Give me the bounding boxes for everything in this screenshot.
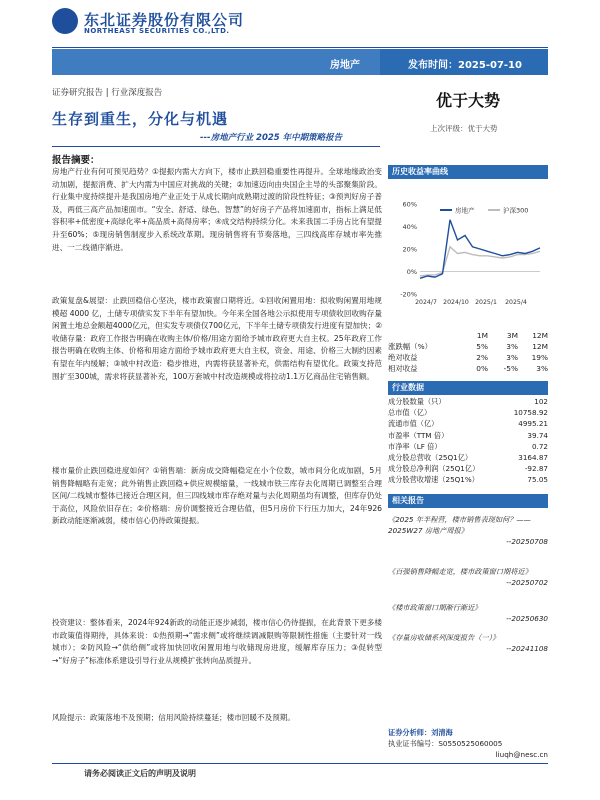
company-name-cn: 东北证券股份有限公司 [84,11,245,29]
last-rating: 上次评级：优于大势 [430,124,498,133]
related-report-item[interactable]: 《2025 年半程营，楼市销售表现如何？—— 2025W27 房地产周报》 --20250708 [388,515,548,546]
release-date: 发布时间：2025-07-10 [408,60,522,71]
performance-row: 绝对收益 2% 3% 19% [388,353,548,362]
footer-rule [52,763,548,764]
y-tick-label: 20% [402,245,417,254]
sector-label: 房地产 [330,60,360,71]
related-reports-bar: 相关报告 [388,494,548,508]
market-data-table [388,396,548,486]
market-data-row: 成分股数量（只） 102 [388,397,548,406]
y-tick-label: 40% [402,223,417,231]
performance-header-row: 1M 3M 12M [476,331,548,340]
footer-disclaimer: 请务必阅读正文后的声明及说明 [84,769,196,778]
analyst-name: 证券分析师：刘清海 [388,728,453,737]
related-report-item[interactable]: 《百强销售降幅走宽，楼市政策窗口期将近》 --20250702 [388,567,548,587]
performance-row: 相对收益 0% -5% 3% [388,364,548,373]
market-data-row: 市盈率（TTM 倍） 39.74 [388,430,548,440]
x-tick-label: 2025/1 [475,299,497,306]
market-data-row: 流通市值（亿） 4995.21 [388,419,548,429]
report-type: 证券研究报告 | 行业深度报告 [52,88,163,98]
performance-row: 涨跌幅（%） 5% 3% 12M [388,342,548,351]
market-data-row: 市净率（LF 倍） 0.72 [388,441,548,451]
summary-paragraph-risk: 风险提示：政策落地不及预期；信用风险持续蔓延；楼市回暖不及预期。 [52,713,295,722]
analyst-email[interactable]: liuqh@nesc.cn [495,750,548,759]
legend-label: 沪深300 [503,206,529,215]
x-tick-label: 2024/10 [443,299,469,306]
related-report-item[interactable]: 《存量房收储系列深度报告（一）》 --20241108 [388,633,548,653]
header-rule [52,47,548,48]
analyst-license: 执业证书编号：S0550525060005 [388,739,503,748]
company-logo-icon [52,8,78,34]
market-data-row: 总市值（亿） 10758.92 [388,408,548,418]
market-data-row: 成分股总营收（25Q1亿） 3164.87 [388,452,548,462]
rating: 优于大势 [436,91,501,110]
y-tick-label: -20% [400,290,417,299]
page-subtitle: ---房地产行业 2025 年中期策略报告 [200,133,343,143]
summary-paragraph-policy: 政策复盘&展望：止跌回稳信心坚决，楼市政策窗口期将近。①回收闲置用地：拟收购闲置用地规模超 4000 亿，土储专项债实发下半年有望加快。今年来全国各地公示拟使用专项债收回收购存量闲置土地总金额超4000亿元，但实发专项债仅700亿元，下半年土储专项债发行进度有望加快；②收储存量：政府工作报告明确在收购主体/价格/用途方面给予城市政府更大自主权。25年政府工作报告明确在收购主体、价格和用途方面给予城市政府更大自主权，资金、用途、价格三大制约因素有望在年内缓解；③城中村改造：稳步推进，内需将获显著补充，供需结构有望优化。政策支持范围扩至300城，需求将获显著补充，100万套城中村改造规模或将拉动1.1万亿商品住宅销售额。 [52,296,382,381]
title-rule [52,146,380,147]
trend-section-bar: 历史收益率曲线 [388,165,548,179]
summary-paragraph-trends: 房地产行业有何可预见趋势？①提振内需大方向下，楼市止跌回稳重要性再提升。全球地缘政治变动加剧，提振消费、扩大内需为中国应对挑战的关键；②加速迈向由央国企主导的头部聚集阶段。行业集中度持续提升是我国房地产业正处于从成长期向成熟期过渡的阶段性特征；③预判好房子普及，两低三高产品加速面市。“安全、舒适、绿色、智慧”的好房子产品将加速面市，指标上满足低容积率+低密度+高绿化率+高品质+高得房率；④成交结构持续分化。未来我国二手房占比有望提升至60%；⑤现房销售制度步入系统改革期。现房销售将有节奏落地，三四线高库存城市率先推进、一二线循序渐进。 [52,167,382,252]
legend-label: 房地产 [455,206,475,215]
page-title: 生存到重生，分化与机遇 [52,110,229,128]
y-tick-label: 60% [402,200,417,209]
summary-heading: 报告摘要： [52,155,100,166]
related-report-item[interactable]: 《楼市政策窗口期渐行渐近》 --20250630 [388,603,548,623]
performance-table [388,330,548,374]
market-data-row: 成分股营收增速（25Q1%） 75.05 [388,475,548,485]
y-tick-label: 0% [406,268,417,276]
x-tick-label: 2024/7 [415,299,437,306]
market-data-bar: 行业数据 [388,381,548,395]
analyst-info [388,727,548,760]
return-line-chart [390,190,550,320]
x-tick-label: 2025/4 [505,299,527,306]
market-data-row: 成分股总净利润（25Q1亿） -92.87 [388,464,548,474]
company-name-en: NORTHEAST SECURITIES CO.,LTD. [84,27,230,35]
summary-paragraph-market: 楼市量价止跌回稳进度如何？①销售端：新房成交降幅稳定在小个位数，城市间分化成加剧，5月销售降幅略有走宽；此外销售止跌回稳+供应规模缩量，一线城市铁三库存去化周期已调整至合理区间/二线城市整体已接近合理区间，但三四线城市库存绝对量与去化周期虽均有调整，但库存仍处于高位，风险依旧存在；②价格端：房价调整接近合理估值，但5月房价下行压力加大，24年926新政动能逐渐减弱，楼市信心仍待政策提振。 [52,466,382,526]
summary-paragraph-advice: 投资建议：整体看来，2024年924新政的动能正逐步减弱，楼市信心仍待提振，在此背景下更多楼市政策值得期待，具体来说：①热预期→“需求侧”或将继续调减限购等限制性措施（主要针对一线城市）；②防风险→“供给侧”或将加快回收闲置用地与收储现房进度，缓解库存压力；③促转型→“好房子”标准体系建设引导行业从规模扩张转向品质提升。 [52,618,382,665]
series-line [420,220,540,278]
